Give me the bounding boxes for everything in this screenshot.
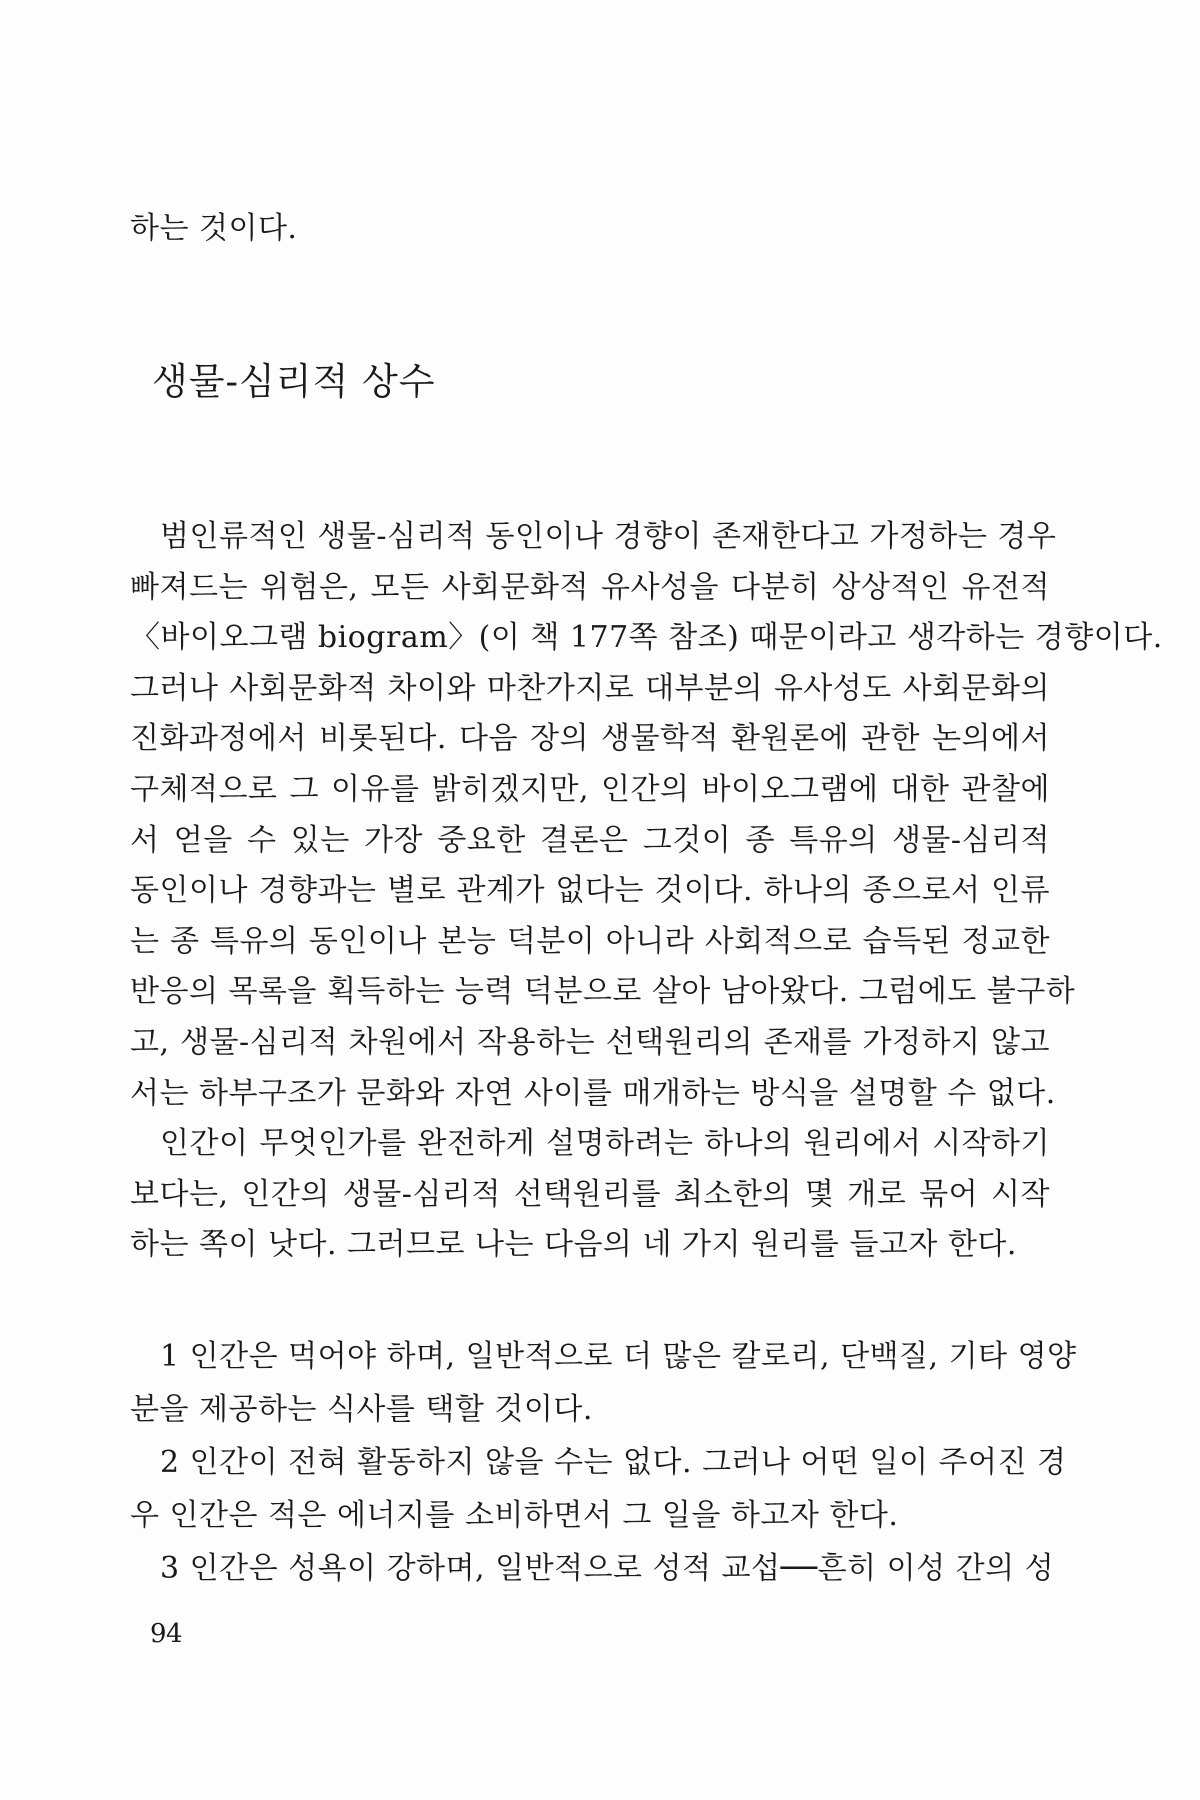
- paragraph-line: 는 종 특유의 동인이나 본능 덕분이 아니라 사회적으로 습득된 정교한: [130, 923, 1050, 959]
- paragraph-line: 범인류적인 생물-심리적 동인이나 경향이 존재한다고 가정하는 경우: [160, 519, 1057, 554]
- paragraph-line: 하는 쪽이 낫다. 그러므로 나는 다음의 네 가지 원리를 들고자 한다.: [130, 1227, 1017, 1263]
- principle-line: 2 인간이 전혀 활동하지 않을 수는 없다. 그러나 어떤 일이 주어진 경: [160, 1445, 1067, 1480]
- paragraph-line: 서 얻을 수 있는 가장 중요한 결론은 그것이 종 특유의 생물-심리적: [130, 822, 1050, 858]
- paragraph-line: 반응의 목록을 획득하는 능력 덕분으로 살아 남아왔다. 그럼에도 불구하: [130, 974, 1076, 1010]
- body-paragraphs: [130, 512, 1163, 1271]
- paragraph-line: 보다는, 인간의 생물-심리적 선택원리를 최소한의 몇 개로 묶어 시작: [130, 1176, 1050, 1212]
- paragraph-line: 그러나 사회문화적 차이와 마찬가지로 대부분의 유사성도 사회문화의: [130, 670, 1050, 706]
- paragraph-line: 진화과정에서 비롯된다. 다음 장의 생물학적 환원론에 관한 논의에서: [130, 721, 1050, 757]
- carry-over-line: 하는 것이다.: [130, 211, 298, 246]
- paragraph-line: 인간이 무엇인가를 완전하게 설명하려는 하나의 원리에서 시작하기: [160, 1126, 1050, 1162]
- paragraph-line: 고, 생물-심리적 차원에서 작용하는 선택원리의 존재를 가정하지 않고: [130, 1024, 1050, 1060]
- paragraph-line: 빠져드는 위험은, 모든 사회문화적 유사성을 다분히 상상적인 유전적: [130, 569, 1050, 605]
- paragraph-line: 〈바이오그램 biogram〉(이 책 177쪽 참조) 때문이라고 생각하는 경향이다.: [130, 620, 1163, 656]
- paragraph-line: 서는 하부구조가 문화와 자연 사이를 매개하는 방식을 설명할 수 없다.: [130, 1075, 1056, 1111]
- carry-over-text-block: [130, 210, 1050, 247]
- paragraph-line: 동인이나 경향과는 별로 관계가 없다는 것이다. 하나의 종으로서 인류: [130, 873, 1050, 909]
- principle-line: 우 인간은 적은 에너지를 소비하면서 그 일을 하고자 한다.: [130, 1498, 899, 1533]
- page-number: 94: [150, 1619, 183, 1649]
- principle-line: 1 인간은 먹어야 하며, 일반적으로 더 많은 칼로리, 단백질, 기타 영양: [160, 1339, 1077, 1374]
- paragraph-line: 구체적으로 그 이유를 밝히겠지만, 인간의 바이오그램에 대한 관찰에: [130, 771, 1050, 807]
- section-heading: 생물-심리적 상수: [152, 360, 436, 403]
- principle-line: 3 인간은 성욕이 강하며, 일반적으로 성적 교섭──흔히 이성 간의 성: [160, 1551, 1055, 1586]
- principles-list: [130, 1330, 1077, 1595]
- principle-line: 분을 제공하는 식사를 택할 것이다.: [130, 1392, 593, 1427]
